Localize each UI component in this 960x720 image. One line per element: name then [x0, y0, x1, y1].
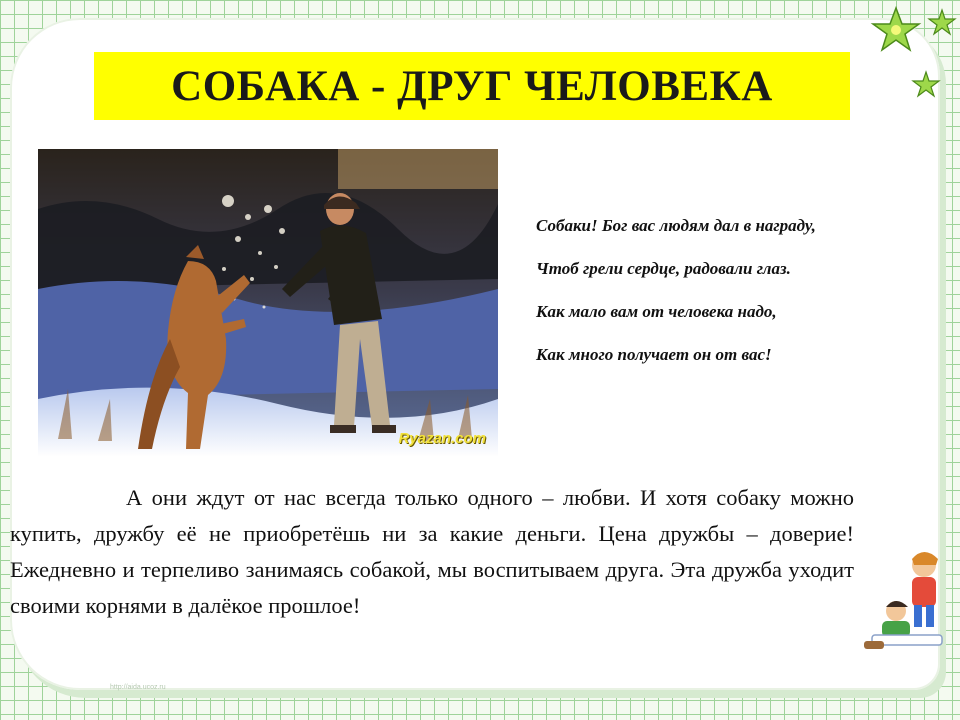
body-paragraph: А они ждут от нас всегда только одного – любви. И хотя собаку можно купить, дружбу её не приобретёшь ни за какие деньги. Цена дружбы – доверие! Ежедневно и терпеливо занимаясь собакой, мы воспитываем друга. Эта дружба уходит своими корнями в далёкое прошлое! [10, 485, 854, 618]
title-banner [94, 52, 850, 120]
kids-reading-illustration [862, 545, 958, 655]
footer-url: http://aida.ucoz.ru [110, 684, 166, 691]
poem [536, 216, 956, 388]
poem-line: Как много получает он от вас! [536, 345, 772, 364]
poem-line: Собаки! Бог вас людям дал в награду, [536, 216, 816, 235]
poem-line: Как мало вам от человека надо, [536, 302, 777, 321]
star-icon [929, 10, 955, 34]
photo-illustration [38, 149, 498, 457]
poem-line: Чтоб грели сердце, радовали глаз. [536, 259, 791, 278]
star-icon [913, 72, 939, 96]
dog-photo [38, 149, 498, 457]
stars-decoration [870, 0, 960, 110]
photo-watermark: Ryazan.com [398, 430, 486, 447]
slide-title: СОБАКА - ДРУГ ЧЕЛОВЕКА [171, 62, 773, 110]
star-icon [873, 8, 919, 50]
